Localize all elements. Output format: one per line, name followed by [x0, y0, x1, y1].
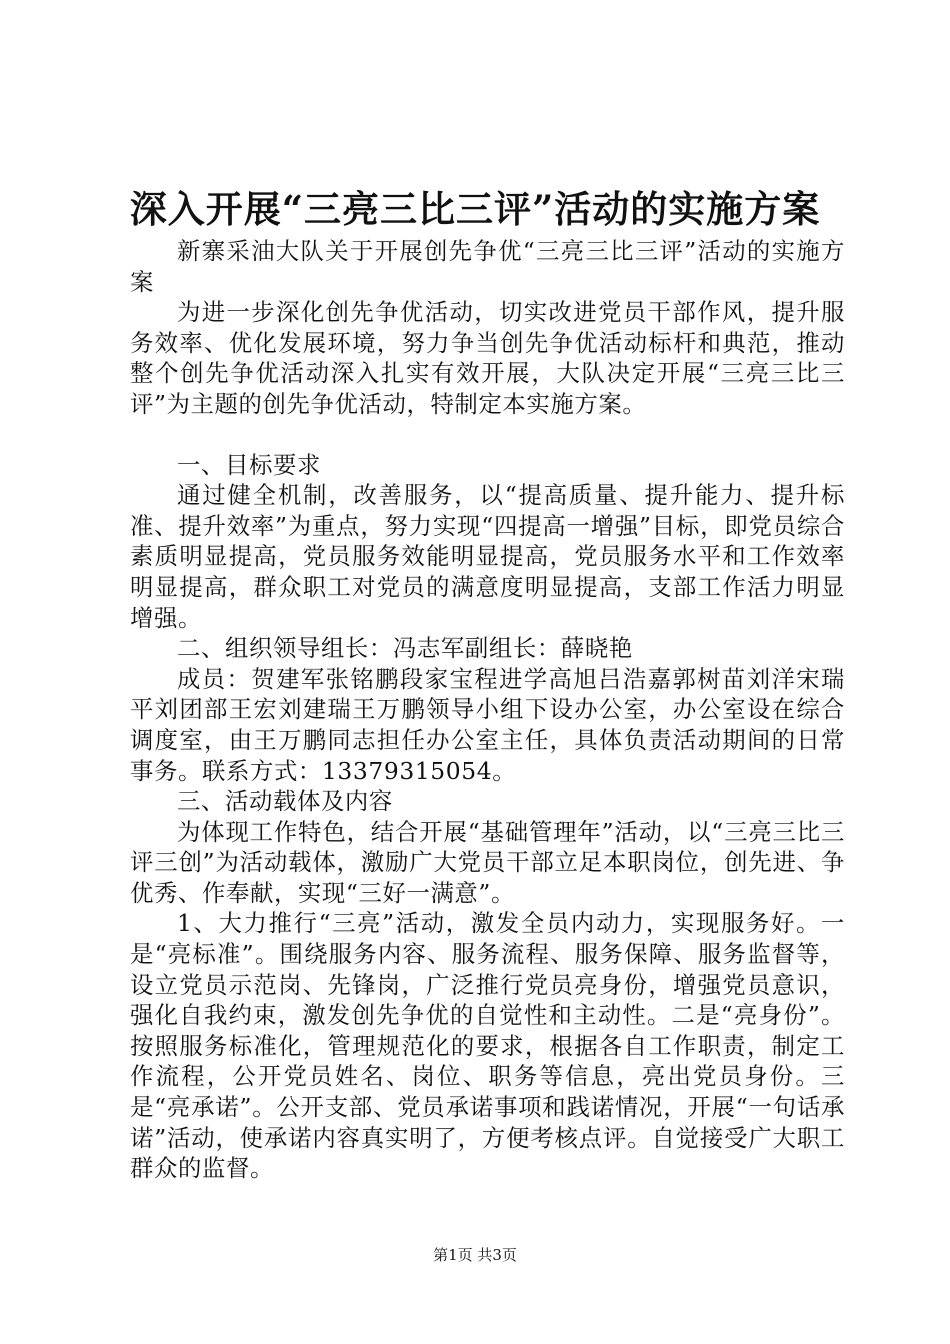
- paragraph-members: 成员：贺建军张铭鹏段家宝程进学高旭吕浩嘉郭树苗刘洋宋瑞平刘团部王宏刘建瑞王万鹏领导小组下设办公室，办公室设在综合调度室，由王万鹏同志担任办公室主任，具体负责活动期间的日常事务。联系方式：13379315054。: [130, 664, 845, 785]
- paragraph-activities: 为体现工作特色，结合开展“基础管理年”活动，以“三亮三比三评三创”为活动载体，激励广大党员干部立足本职岗位，创先进、争优秀、作奉献，实现“三好一满意”。: [130, 817, 845, 907]
- section-heading-leadership: 二、组织领导组长：冯志军副组长：薛晓艳: [177, 634, 633, 663]
- paragraph-subtitle: 新寨采油大队关于开展创先争优“三亮三比三评”活动的实施方案: [130, 237, 845, 296]
- paragraph-intro: 为进一步深化创先争优活动，切实改进党员干部作风，提升服务效率、优化发展环境，努力争当创先争优活动标杆和典范，推动整个创先争优活动深入扎实有效开展，大队决定开展“三亮三比三评”为主题的创先争优活动，特制定本实施方案。: [130, 298, 845, 418]
- section-heading-activities: 三、活动载体及内容: [177, 787, 393, 816]
- paragraph-three-liang: 1、大力推行“三亮”活动，激发全员内动力，实现服务好。一是“亮标准”。围绕服务内容、服务流程、服务保障、服务监督等，设立党员示范岗、先锋岗，广泛推行党员亮身份，增强党员意识，强化自我约束，激发创先争优的自觉性和主动性。二是“亮身份”。按照服务标准化，管理规范化的要求，根据各自工作职责，制定工作流程，公开党员姓名、岗位、职务等信息，亮出党员身份。三是“亮承诺”。公开支部、党员承诺事项和践诺情况，开展“一句话承诺”活动，使承诺内容真实明了，方便考核点评。自觉接受广大职工群众的监督。: [130, 909, 845, 1183]
- page-footer: 第1页 共3页: [433, 1246, 517, 1264]
- document-body: [130, 236, 845, 1184]
- section-heading-goals: 一、目标要求: [177, 450, 321, 479]
- paragraph-goals: 通过健全机制，改善服务，以“提高质量、提升能力、提升标准、提升效率”为重点，努力实现“四提高一增强”目标，即党员综合素质明显提高，党员服务效能明显提高，党员服务水平和工作效率明显提高，群众职工对党员的满意度明显提高，支部工作活力明显增强。: [130, 481, 845, 632]
- document-title: 深入开展“三亮三比三评”活动的实施方案: [129, 187, 821, 231]
